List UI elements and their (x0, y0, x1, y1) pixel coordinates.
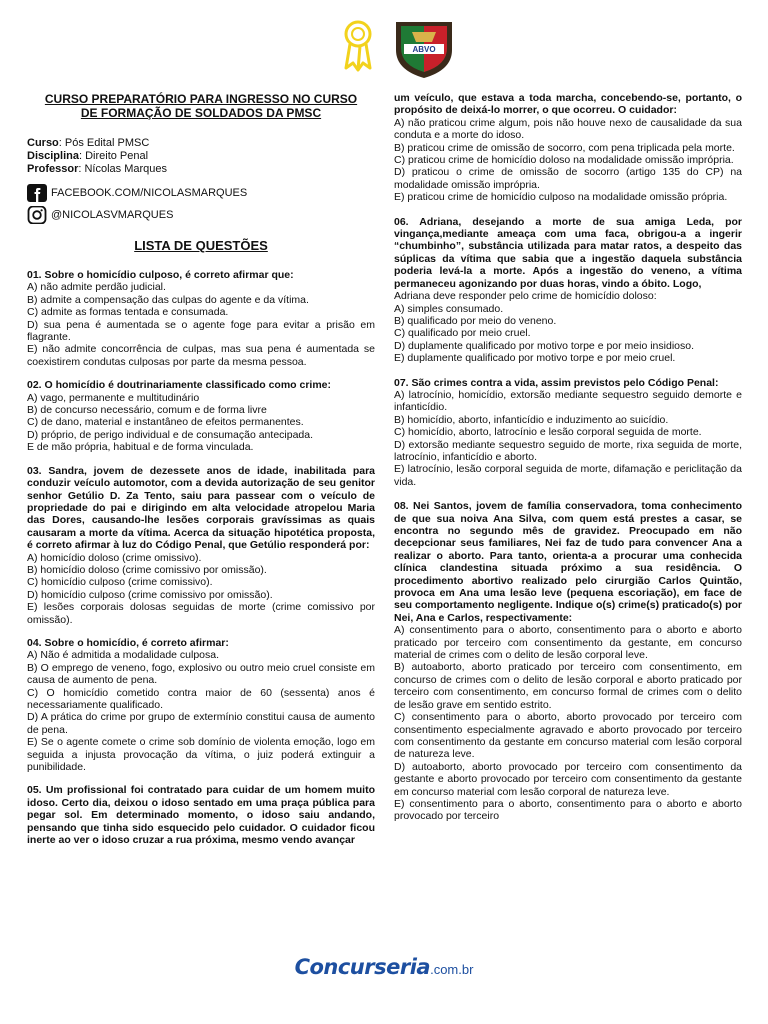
option-a: A) homicídio doloso (crime omissivo). (27, 551, 202, 564)
option-c: C) homicídio culposo (crime comissivo). (27, 576, 213, 589)
abvo-crest-icon (392, 16, 456, 80)
option-e: E de mão própria, habitual e de forma vinculada. (27, 441, 254, 454)
award-medal-icon (336, 16, 380, 72)
question-5 (27, 784, 375, 846)
option-a: A) simples consumado. (394, 302, 504, 315)
option-b: B) admite a compensação das culpas do agente e da vítima. (27, 293, 309, 306)
option-b: B) de concurso necessário, comum e de forma livre (27, 404, 267, 417)
option-b: B) autoaborto, aborto praticado por terceiro com consentimento, em concurso de crimes com o delito de lesão corporal e aborto praticado por terceiro com consentimento, em concurso formal de crimes com o delito de lesão grave em sentido estrito. (394, 661, 742, 711)
question-stem: 06. Adriana, desejando a morte de sua amiga Leda, por vingança,mediante ameaça com uma faca, obrigou-a a ingerir “chumbinho”, substância utilizada para matar ratos, a despeito das súplicas da vítima que sabia que a ingestão daquela substância poderia levá-la a morte. Após a ingestão do veneno, a vítima permaneceu agonizando por duas horas, vindo a óbito. Logo, (394, 215, 742, 290)
option-d: D) autoaborto, aborto provocado por terceiro com consentimento da gestante e aborto provocado por terceiro com consentimento da gestante em concurso material com lesão corporal de natureza leve. (394, 760, 742, 798)
question-3 (27, 465, 375, 626)
social-links (27, 183, 375, 225)
question-5-continued (394, 92, 742, 204)
question-list-left (27, 269, 375, 846)
option-c: C) admite as formas tentada e consumada. (27, 306, 229, 319)
page-title-line1: CURSO PREPARATÓRIO PARA INGRESSO NO CURSO (44, 92, 358, 106)
question-1 (27, 269, 375, 368)
option-e: E) consentimento para o aborto, consentimento para o aborto e aborto provocado por terceiro (394, 797, 742, 823)
brand-domain: .com.br (430, 962, 474, 977)
left-column (27, 92, 375, 846)
question-stem: 05. Um profissional foi contratado para cuidar de um homem muito idoso. Certo dia, deixou o idoso sentado em uma praça pública para pegar sol. Em determinado momento, o idoso saiu andando, pensando que tinha sido esquecido pelo cuidador. O cuidador ficou inerte ao ver o idoso cruzar a rua próxima, mesmo vendo avançar (27, 784, 375, 847)
question-8 (394, 500, 742, 823)
crest-label: ABVO (412, 45, 436, 54)
facebook-handle: FACEBOOK.COM/NICOLASMARQUES (51, 187, 248, 199)
course-value: : Pós Edital PMSC (58, 137, 150, 149)
option-e: E) Se o agente comete o crime sob domínio de violenta emoção, logo em seguida a injusta provocação da vítima, o juiz poderá extinguir a punibilidade. (27, 736, 375, 774)
option-e: E) lesões corporais dolosas seguidas de morte (crime comissivo por omissão). (27, 601, 375, 626)
discipline-value: : Direito Penal (78, 150, 149, 162)
option-a: A) vago, permanente e multitudinário (27, 391, 200, 404)
professor-value: : Nícolas Marques (78, 163, 168, 175)
option-a: A) não admite perdão judicial. (27, 281, 166, 294)
instagram-handle: @NICOLASVMARQUES (51, 209, 174, 221)
option-c: C) de dano, material e instantâneo de efeitos permanentes. (27, 416, 304, 429)
option-b: B) homicídio, aborto, infanticídio e induzimento ao suicídio. (394, 413, 669, 426)
facebook-icon (27, 184, 47, 202)
option-e: E) latrocínio, lesão corporal seguida de morte, difamação e periclitação da vida. (394, 463, 742, 488)
question-stem: 07. São crimes contra a vida, assim previstos pelo Código Penal: (394, 376, 719, 389)
option-a: A) latrocínio, homicídio, extorsão mediante sequestro seguido demorte e infanticídio. (394, 388, 742, 414)
footer-brand (0, 955, 768, 979)
option-d: D) extorsão mediante sequestro seguido de morte, rixa seguida de morte, latrocínio, infanticídio e aborto. (394, 438, 742, 463)
option-d: D) próprio, de perigo individual e de consumação antecipada. (27, 428, 314, 441)
question-stem: 03. Sandra, jovem de dezessete anos de idade, inabilitada para conduzir veículo automotor, com a devida autorização de seu genitor senhor Getúlio D. Za Tento, saiu para passear com o veículo de propriedade do pai e dirigindo em alta velocidade atropelou Maria das Dores, causando-lhe lesões corporais gravíssimas as quais causaram a morte da vítima. Acerca da situação hipotética proposta, é correto afirmar à luz do Código Penal, que Getúlio responderá por: (27, 464, 375, 552)
discipline-label: Disciplina (27, 150, 79, 162)
professor-label: Professor (27, 163, 79, 175)
page-title-line2: DE FORMAÇÃO DE SOLDADOS DA PMSC (80, 106, 322, 120)
question-stem: 04. Sobre o homicídio, é correto afirmar: (27, 636, 229, 649)
option-e: E) não admite concorrência de culpas, mas sua pena é aumentada se coexistirem condutas culposas por parte da mesma pessoa. (27, 343, 375, 368)
header-logos (336, 16, 466, 80)
option-b: B) homicídio doloso (crime comissivo por omissão). (27, 563, 267, 576)
question-stem-continued: um veículo, que estava a toda marcha, concebendo-se, portanto, o propósito de deixá-lo morrer, o que ocorreu. O cuidador: (394, 92, 742, 117)
course-label: Curso (27, 137, 59, 149)
option-b: B) praticou crime de omissão de socorro, com pena triplicada pela morte. (394, 141, 735, 154)
instagram-icon (27, 206, 47, 224)
option-a: A) consentimento para o aborto, consentimento para o aborto e aborto praticado por terceiro com consentimento da gestante, em concurso material de crimes com o delito de lesão corporal leve. (394, 624, 742, 662)
option-c: C) consentimento para o aborto, aborto provocado por terceiro com consentimento especialmente agravado e aborto provocado por terceiro com consentimento da gestante em concurso material com lesão corporal de natureza leve. (394, 711, 742, 761)
option-a: A) Não é admitida a modalidade culposa. (27, 649, 220, 662)
option-e: E) duplamente qualificado por motivo torpe e por meio cruel. (394, 352, 676, 365)
option-a: A) não praticou crime algum, pois não houve nexo de causalidade da sua conduta e a morte do idoso. (394, 116, 742, 142)
option-d: D) sua pena é aumentada se o agente foge para evitar a prisão em flagrante. (27, 318, 375, 344)
question-stem: 01. Sobre o homicídio culposo, é correto afirmar que: (27, 269, 294, 281)
question-6 (394, 216, 742, 365)
question-stem: 08. Nei Santos, jovem de família conservadora, toma conhecimento de que sua noiva Ana Silva, com quem está prestes a casar, se encontra no segundo mês de gravidez. Preocupado em não decepcionar seus familiares, Nei faz de tudo para convencer Ana a realizar o aborto. Para tanto, orienta-a a procurar uma conhecida clínica clandestina situada próximo a sua residência. O procedimento abortivo realizado pelo cirurgião Carlos Quintão, provoca em Ana uma lesão leve (pequena escoriação), em face de seu comportamento negligente. Indique o(s) crime(s) praticado(s) por Nei, Ana e Carlos, respectivamente: (394, 500, 742, 624)
option-c: C) qualificado por meio cruel. (394, 327, 531, 340)
discipline-row (27, 150, 375, 163)
option-e: E) praticou crime de homicídio culposo na modalidade omissão própria. (394, 191, 728, 204)
option-b: B) O emprego de veneno, fogo, explosivo ou outro meio cruel consiste em causa de aumento de pena. (27, 661, 375, 687)
instagram-link[interactable] (27, 205, 375, 225)
question-7 (394, 377, 742, 489)
page-title (27, 92, 375, 120)
brand-logo: Concurseria (294, 955, 431, 979)
option-d: D) homicídio culposo (crime comissivo por omissão). (27, 588, 273, 601)
question-2 (27, 379, 375, 453)
option-c: C) O homicídio cometido contra maior de 60 (sessenta) anos é necessariamente qualificado. (27, 686, 375, 711)
question-4 (27, 637, 375, 773)
option-c: C) homicídio, aborto, latrocínio e lesão corporal seguida de morte. (394, 426, 702, 439)
question-stem: 02. O homicídio é doutrinariamente classificado como crime: (27, 379, 332, 392)
option-d: D) praticou o crime de omissão de socorro (artigo 135 do CP) na modalidade omissão imprópria. (394, 166, 742, 191)
right-column (394, 92, 742, 823)
facebook-link[interactable] (27, 183, 375, 203)
question-stem-tail: Adriana deve responder pelo crime de homicídio doloso: (394, 290, 657, 303)
professor-row (27, 163, 375, 176)
question-list-heading: LISTA DE QUESTÕES (134, 238, 268, 253)
course-row (27, 137, 375, 150)
option-b: B) qualificado por meio do veneno. (394, 314, 557, 327)
option-d: D) A prática do crime por grupo de extermínio constitui causa de aumento de pena. (27, 711, 375, 736)
option-c: C) praticou crime de homicídio doloso na modalidade omissão imprópria. (394, 154, 734, 167)
course-info (27, 137, 375, 176)
option-d: D) duplamente qualificado por motivo torpe e por meio insidioso. (394, 339, 694, 352)
